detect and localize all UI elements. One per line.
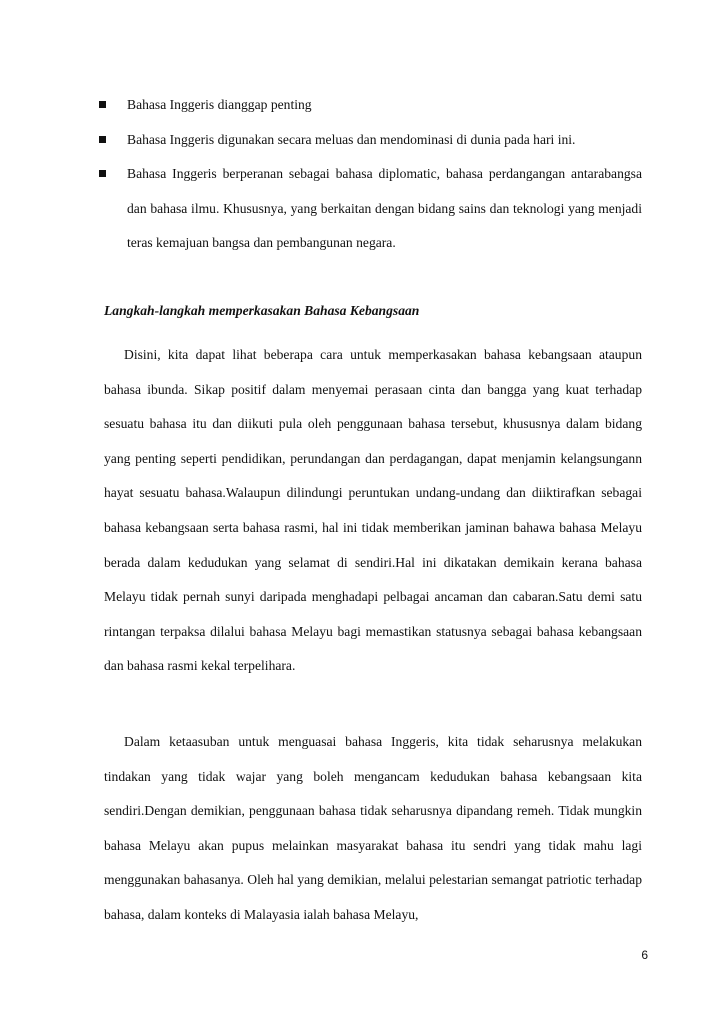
square-bullet-icon [99,101,106,108]
square-bullet-icon [99,170,106,177]
body-paragraph: Disini, kita dapat lihat beberapa cara untuk memperkasakan bahasa kebangsaan ataupun bahasa ibunda. Sikap positif dalam menyemai perasaan cinta dan bangga yang kuat terhadap sesuatu bahasa itu dan diikuti pula oleh penggunaan bahasa tersebut, khususnya dalam bidang yang penting seperti pendidikan, perundangan dan perdagangan, dapat menjamin kelangsungann hayat sesuatu bahasa.Walaupun dilindungi peruntukan undang-undang dan diiktirafkan sebagai bahasa kebangsaan serta bahasa rasmi, hal ini tidak memberikan jaminan bahawa bahasa Melayu berada dalam kedudukan yang selamat di sendiri.Hal ini dikatakan demikain kerana bahasa Melayu tidak pernah sunyi daripada menghadapi pelbagai ancaman dan cabaran.Satu demi satu rintangan terpaksa dilalui bahasa Melayu bagi memastikan statusnya sebagai bahasa kebangsaan dan bahasa rasmi kekal terpelihara. [104,347,642,674]
section-heading: Langkah-langkah memperkasakan Bahasa Kebangsaan [104,303,420,318]
bullet-list [98,88,642,261]
body-paragraph: Dalam ketaasuban untuk menguasai bahasa Inggeris, kita tidak seharusnya melakukan tindakan yang tidak wajar yang boleh mengancam kedudukan bahasa kebangsaan kita sendiri.Dengan demikian, penggunaan bahasa tidak seharusnya dipandang remeh. Tidak mungkin bahasa Melayu akan pupus melainkan masyarakat bahasa itu sendri yang tidak mahu lagi menggunakan bahasanya. Oleh hal yang demikian, melalui pelestarian semangat patriotic terhadap bahasa, dalam konteks di Malayasia ialah bahasa Melayu, [104,734,642,922]
bullet-item [98,88,642,123]
bullet-text: Bahasa Inggeris dianggap penting [127,97,312,112]
bullet-item [98,157,642,261]
square-bullet-icon [99,136,106,143]
bullet-item [98,123,642,158]
bullet-text: Bahasa Inggeris berperanan sebagai bahasa diplomatic, bahasa perdangangan antarabangsa dan bahasa ilmu. Khususnya, yang berkaitan dengan bidang sains dan teknologi yang menjadi teras kemajuan bangsa dan pembangunan negara. [127,166,642,250]
page-number: 6 [641,948,648,962]
bullet-text: Bahasa Inggeris digunakan secara meluas dan mendominasi di dunia pada hari ini. [127,131,576,147]
